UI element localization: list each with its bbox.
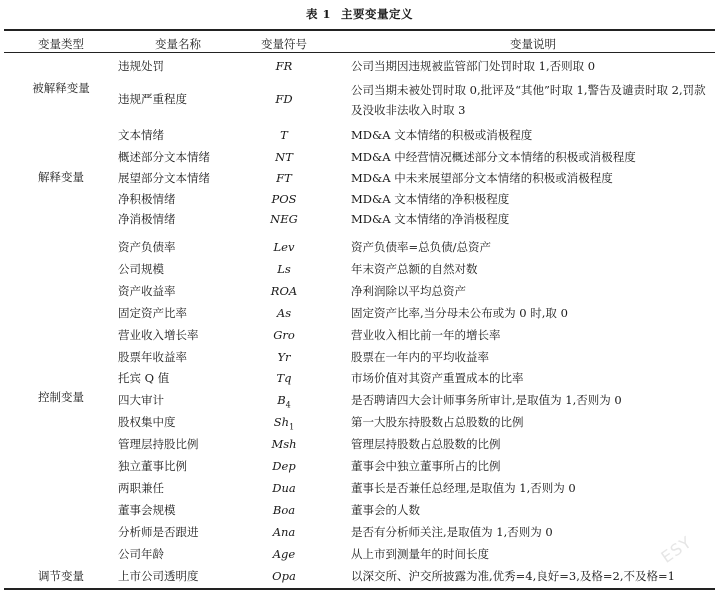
row-name: 资产收益率 <box>118 284 176 298</box>
row-name: 营业收入增长率 <box>118 328 199 342</box>
row-symbol: Gro <box>273 328 295 342</box>
row-description: 年末资产总额的自然对数 <box>351 262 478 276</box>
row-symbol: Opa <box>272 569 296 583</box>
row-description: 董事会中独立董事所占的比例 <box>351 459 501 473</box>
row-symbol: Boa <box>272 503 296 517</box>
row-name: 托宾 Q 值 <box>118 371 170 385</box>
group-type-moderator: 调节变量 <box>38 569 84 583</box>
row-name: 股票年收益率 <box>118 350 187 364</box>
row-name: 固定资产比率 <box>118 306 187 320</box>
row-name: 管理层持股比例 <box>118 437 199 451</box>
row-symbol: Dua <box>272 481 296 495</box>
row-symbol: Tq <box>276 371 292 385</box>
row-symbol: Ana <box>272 525 296 539</box>
header-description: 变量说明 <box>510 37 556 51</box>
row-symbol: Lev <box>273 240 295 254</box>
row-symbol: Age <box>272 547 296 561</box>
row-name: 概述部分文本情绪 <box>118 150 210 164</box>
group-type-control: 控制变量 <box>38 390 84 404</box>
row-description: 董事长是否兼任总经理,是取值为 1,否则为 0 <box>351 481 576 495</box>
row-description: MD&A 中未来展望部分文本情绪的积极或消极程度 <box>351 171 613 185</box>
row-name: 独立董事比例 <box>118 459 187 473</box>
row-description: 净利润除以平均总资产 <box>351 284 466 298</box>
group-type-explanatory: 解释变量 <box>38 170 84 184</box>
row-description: 公司当期未被处罚时取 0,批评及“其他”时取 1,警告及谴责时取 2,罚款及没收非法收入时取 3 <box>351 83 706 117</box>
row-symbol: $Sh_1$ <box>273 415 295 432</box>
row-description: 固定资产比率,当分母未公布或为 0 时,取 0 <box>351 306 568 320</box>
row-symbol: Ls <box>277 262 291 276</box>
row-description: 股票在一年内的平均收益率 <box>351 350 489 364</box>
row-name: 两职兼任 <box>118 481 164 495</box>
row-description: 是否有分析师关注,是取值为 1,否则为 0 <box>351 525 553 539</box>
table-number: 表 1 <box>305 7 331 21</box>
row-name: 展望部分文本情绪 <box>118 171 210 185</box>
table-caption: 主要变量定义 <box>341 7 413 21</box>
row-description: 以深交所、沪交所披露为准,优秀=4,良好=3,及格=2,不及格=1 <box>351 569 675 583</box>
row-symbol: Yr <box>277 350 291 364</box>
watermark-mark: ESY <box>657 532 696 567</box>
row-description: 从上市到测量年的时间长度 <box>351 547 489 561</box>
row-description: MD&A 文本情绪的净消极程度 <box>351 212 510 226</box>
row-description: 资产负债率=总负债/总资产 <box>351 240 492 254</box>
row-name: 违规处罚 <box>118 59 164 73</box>
row-description: 是否聘请四大会计师事务所审计,是取值为 1,否则为 0 <box>351 393 622 407</box>
row-symbol: POS <box>271 192 297 206</box>
header-rule <box>4 52 715 53</box>
row-description: 营业收入相比前一年的增长率 <box>351 328 501 342</box>
header-type: 变量类型 <box>38 37 84 51</box>
row-symbol: NT <box>275 150 293 164</box>
row-symbol: Msh <box>271 437 297 451</box>
row-description: 市场价值对其资产重置成本的比率 <box>351 371 524 385</box>
row-description: 管理层持股数占总股数的比例 <box>351 437 501 451</box>
row-name: 股权集中度 <box>118 415 176 429</box>
row-description: MD&A 文本情绪的积极或消极程度 <box>351 128 533 142</box>
bottom-rule <box>4 588 715 590</box>
row-name: 净消极情绪 <box>118 212 176 226</box>
row-description: MD&A 文本情绪的净积极程度 <box>351 192 510 206</box>
row-name: 上市公司透明度 <box>118 569 199 583</box>
top-rule <box>4 29 715 31</box>
row-symbol: T <box>280 128 288 142</box>
row-symbol: NEG <box>270 212 298 226</box>
row-symbol: FR <box>275 59 293 73</box>
row-name: 公司年龄 <box>118 547 164 561</box>
row-description: MD&A 中经营情况概述部分文本情绪的积极或消极程度 <box>351 150 636 164</box>
table-title <box>0 6 719 22</box>
row-name: 公司规模 <box>118 262 164 276</box>
row-name: 违规严重程度 <box>118 92 187 106</box>
row-name: 董事会规模 <box>118 503 176 517</box>
row-description: 第一大股东持股数占总股数的比例 <box>351 415 524 429</box>
row-name: 净积极情绪 <box>118 192 176 206</box>
header-symbol: 变量符号 <box>261 37 307 51</box>
row-symbol: Dep <box>272 459 296 473</box>
row-symbol: FT <box>276 171 292 185</box>
group-type-dependent: 被解释变量 <box>32 81 90 95</box>
row-description: 董事会的人数 <box>351 503 420 517</box>
row-name: 文本情绪 <box>118 128 164 142</box>
row-name: 分析师是否跟进 <box>118 525 199 539</box>
header-name: 变量名称 <box>155 37 201 51</box>
row-description: 公司当期因违规被监管部门处罚时取 1,否则取 0 <box>351 59 596 73</box>
row-symbol: $B_4$ <box>277 393 291 410</box>
row-symbol: As <box>276 306 292 320</box>
row-symbol: ROA <box>270 284 298 298</box>
row-name: 资产负债率 <box>118 240 176 254</box>
row-name: 四大审计 <box>118 393 164 407</box>
row-symbol: FD <box>275 92 293 106</box>
